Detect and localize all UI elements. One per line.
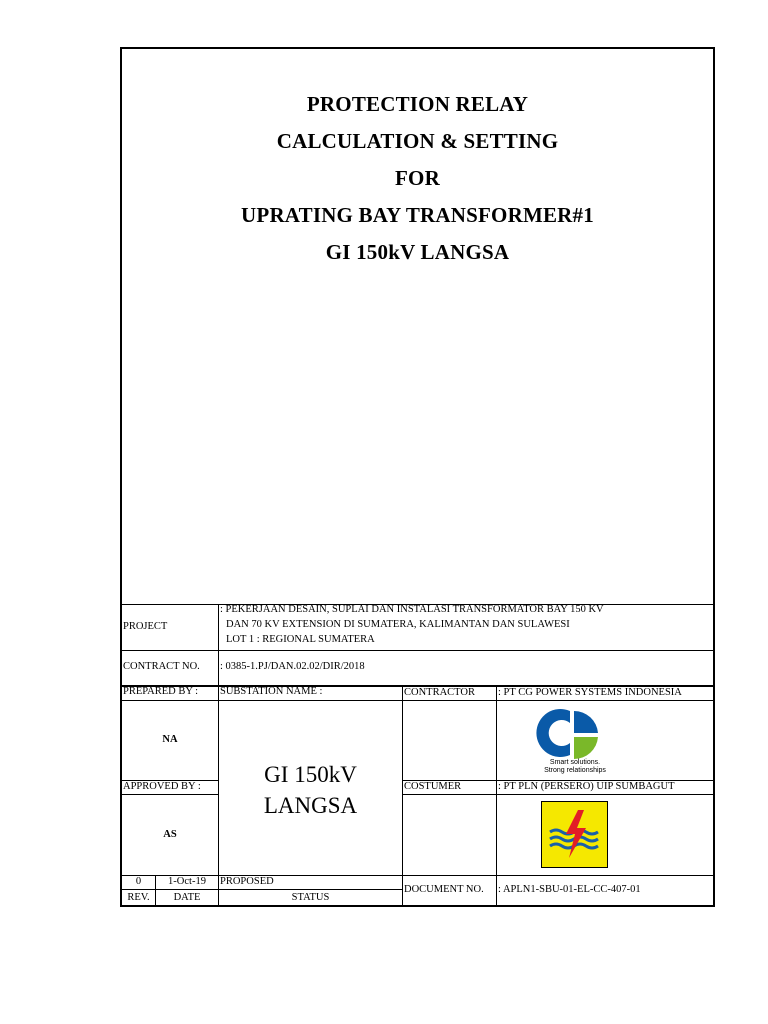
title-line-2: CALCULATION & SETTING [276, 129, 559, 153]
rule-col-1 [218, 604, 219, 905]
rule-project-bottom [122, 650, 713, 651]
substation-label: SUBSTATION NAME : [220, 686, 323, 697]
title-line-5: GI 150kV LANGSA [325, 240, 510, 264]
pln-logo [541, 801, 608, 868]
contract-label: CONTRACT NO. [123, 661, 200, 672]
prepared-by-label: PREPARED BY : [123, 686, 199, 697]
rule-costumer-label-bottom [402, 794, 713, 795]
rule-header-bottom [122, 700, 713, 701]
title-line-1: PROTECTION RELAY [306, 92, 529, 116]
approved-by-value: AS [163, 829, 177, 840]
substation-line-1: GI 150kV [264, 762, 357, 787]
contractor-label: CONTRACTOR [404, 687, 475, 698]
project-line-2: DAN 70 KV EXTENSION DI SUMATERA, KALIMANTAN DAN SULAWESI [226, 619, 570, 630]
title-line-3: FOR [395, 166, 440, 190]
revision-status: PROPOSED [220, 876, 274, 887]
date-column-header: DATE [173, 892, 201, 903]
title-line-4: UPRATING BAY TRANSFORMER#1 [241, 203, 594, 227]
pln-logo-mark [542, 802, 607, 867]
cg-tagline [522, 759, 628, 775]
cg-tagline-1: Smart solutions. [549, 759, 601, 766]
substation-line-2: LANGSA [263, 793, 358, 818]
document-value: : APLN1-SBU-01-EL-CC-407-01 [498, 884, 641, 895]
rule-col-2 [402, 685, 403, 905]
revision-date: 1-Oct-19 [168, 876, 206, 887]
document-sheet [120, 47, 715, 907]
prepared-by-value: NA [162, 734, 178, 745]
costumer-value: : PT PLN (PERSERO) UIP SUMBAGUT [498, 781, 675, 792]
rule-col-3 [496, 685, 497, 905]
project-line-3: LOT 1 : REGIONAL SUMATERA [226, 634, 375, 645]
rule-approved-label-bottom [122, 794, 218, 795]
project-label: PROJECT [123, 621, 168, 632]
document-label: DOCUMENT NO. [404, 884, 484, 895]
contract-value: : 0385-1.PJ/DAN.02.02/DIR/2018 [220, 661, 365, 672]
revision-number: 0 [135, 876, 142, 887]
rev-column-header: REV. [127, 892, 150, 903]
costumer-label: COSTUMER [404, 781, 462, 792]
approved-by-label: APPROVED BY : [123, 781, 201, 792]
rule-revision-mid [122, 889, 402, 890]
status-column-header: STATUS [291, 892, 330, 903]
cg-tagline-2: Strong relationships [544, 767, 606, 774]
contractor-value: : PT CG POWER SYSTEMS INDONESIA [498, 687, 682, 698]
project-line-1: : PEKERJAAN DESAIN, SUPLAI DAN INSTALASI TRANSFORMATOR BAY 150 KV [220, 604, 604, 615]
